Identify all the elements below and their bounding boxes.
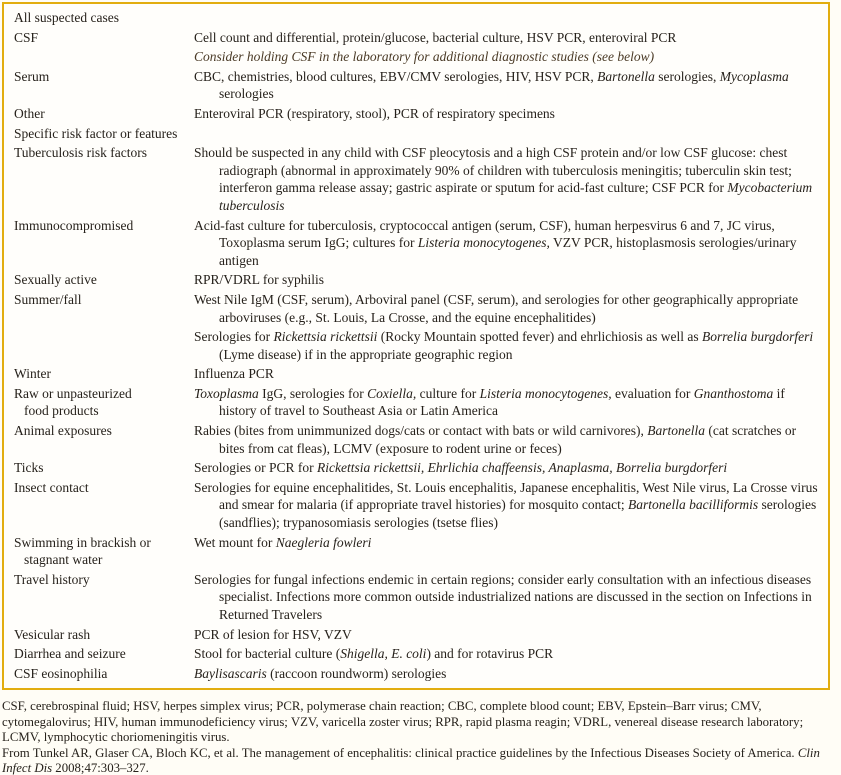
row-label-line: Other — [14, 105, 45, 121]
row-label-line: Winter — [14, 366, 51, 382]
footnote: From Tunkel AR, Glaser CA, Bloch KC, et al. The management of encephalitis: clinical practice guidelines by the Infectious Diseases Society of America. Clin Infect Dis 2008;47:303–327. — [2, 745, 820, 775]
row-label — [14, 459, 194, 477]
description-paragraph: Serologies or PCR for Rickettsia rickettsii, Ehrlichia chaffeensis, Anaplasma, Borrelia burgdorferi — [194, 460, 728, 476]
italic-term: Gnanthostoma — [693, 385, 774, 401]
description-paragraph: CBC, chemistries, blood cultures, EBV/CMV serologies, HIV, HSV PCR, Bartonella serologies, Mycoplasma serologies — [194, 68, 789, 102]
description-paragraph: Stool for bacterial culture (Shigella, E. coli) and for rotavirus PCR — [194, 646, 554, 662]
row-label-line: Sexually active — [14, 272, 97, 288]
row-label-line: Vesicular rash — [14, 626, 91, 642]
italic-term: Rickettsia rickettsii — [273, 329, 378, 345]
description-paragraph: Serologies for fungal infections endemic in certain regions; consider early consultation with an infectious diseases specialist. Infections more common outside industrialized nations are discussed in the section on Infections in Returned Travelers — [194, 571, 812, 622]
italic-term: Bartonella — [647, 423, 706, 439]
table-row — [14, 665, 818, 683]
italic-term: Baylisascaris — [194, 665, 267, 681]
row-description — [194, 645, 818, 663]
italic-term: Borrelia burgdorferi — [702, 329, 814, 345]
italic-term: Rickettsia rickettsii, Ehrlichia chaffeensis, Anaplasma, Borrelia burgdorferi — [317, 460, 728, 476]
row-label-line: Animal exposures — [14, 423, 112, 439]
table-row — [14, 422, 818, 457]
table-row — [14, 291, 818, 363]
table-row — [14, 217, 818, 270]
description-paragraph: Rabies (bites from unimmunized dogs/cats or contact with bats or wild carnivores), Bartonella (cat scratches or bites from cat fleas), LCMV (exposure to rodent urine or feces) — [194, 423, 797, 456]
table-row — [14, 571, 818, 624]
table-row — [14, 385, 818, 420]
italic-term: Toxoplasma — [194, 385, 259, 401]
section-header: Specific risk factor or features — [14, 125, 178, 141]
row-label — [14, 29, 194, 66]
italic-term: Listeria monocytogenes, — [479, 385, 612, 401]
row-label-line: Immunocompromised — [14, 217, 134, 233]
description-paragraph: Should be suspected in any child with CSF pleocytosis and a high CSF protein and/or low CSF glucose: chest radiograph (abnormal in approximately 90% of children with tuberculosis meningitis; tuberculin skin test; interferon gamma release assay; gastric aspirate or sputum for acid-fast culture; CSF PCR for Mycobacterium tuberculosis — [194, 145, 813, 213]
row-label-line: Ticks — [14, 460, 44, 476]
table-row — [14, 365, 818, 383]
row-description — [194, 571, 818, 624]
description-paragraph: Serologies for equine encephalitides, St. Louis encephalitis, Japanese encephalitis, West Nile virus, La Crosse virus and smear for malaria (if appropriate travel histories) for mosquito contact; Bartonella bacilliformis serologies (sandflies); trypanosomiasis serologies (tsetse flies) — [194, 479, 818, 531]
row-description — [194, 479, 818, 532]
row-label — [14, 645, 194, 663]
row-description — [194, 105, 818, 123]
row-description — [194, 665, 818, 683]
table-row — [14, 271, 818, 289]
row-label — [14, 68, 194, 103]
italic-term: Bartonella — [597, 68, 655, 84]
italic-term: Consider holding CSF in the laboratory for additional diagnostic studies (see below) — [194, 49, 655, 65]
row-label — [14, 422, 194, 457]
row-label — [14, 479, 194, 532]
row-description — [194, 291, 818, 363]
row-label-line: stagnant water — [24, 552, 103, 568]
table-row — [14, 626, 818, 644]
footnote: CSF, cerebrospinal fluid; HSV, herpes simplex virus; PCR, polymerase chain reaction; CBC, complete blood count; EBV, Epstein–Barr virus; CMV, cytomegalovirus; HIV, human immunodeficiency virus; VZV, varicella zoster virus; RPR, rapid plasma reagin; VDRL, venereal disease research laboratory; LCMV, lymphocytic choriomeningitis virus. — [2, 699, 804, 745]
table-row — [14, 479, 818, 532]
table-row — [14, 459, 818, 477]
row-label — [14, 217, 194, 270]
diagnostic-table — [2, 2, 830, 690]
row-label-line: CSF eosinophilia — [14, 665, 108, 681]
table-row — [14, 68, 818, 103]
italic-term: Clin Infect Dis — [2, 745, 820, 775]
row-description — [194, 422, 818, 457]
row-description — [194, 385, 818, 420]
section-header: All suspected cases — [14, 10, 119, 25]
row-label-line: Insect contact — [14, 479, 89, 495]
row-label — [14, 665, 194, 683]
row-label — [14, 271, 194, 289]
row-label-line: Travel history — [14, 571, 90, 587]
description-paragraph: Toxoplasma IgG, serologies for Coxiella, culture for Listeria monocytogenes, evaluation for Gnanthostoma if history of travel to Southeast Asia or Latin America — [194, 385, 785, 419]
row-description — [194, 534, 818, 569]
italic-term: Mycobacterium tuberculosis — [219, 180, 813, 213]
row-label-line: Summer/fall — [14, 291, 82, 307]
description-paragraph: Cell count and differential, protein/glucose, bacterial culture, HSV PCR, enteroviral PCR — [194, 29, 677, 45]
italic-term: Bartonella bacilliformis — [627, 497, 759, 513]
table-row — [14, 29, 818, 66]
table-row — [14, 105, 818, 123]
italic-term: Coxiella, — [367, 385, 417, 401]
description-paragraph: Serologies for Rickettsia rickettsii (Rocky Mountain spotted fever) and ehrlichiosis as well as Borrelia burgdorferi (Lyme disease) if in the appropriate geographic region — [194, 329, 814, 362]
row-label-line: Raw or unpasteurized — [14, 385, 132, 401]
italic-term: Shigella, E. coli — [340, 646, 427, 662]
row-label-line: CSF — [14, 29, 39, 45]
row-label-line: Swimming in brackish or — [14, 534, 151, 550]
description-paragraph: West Nile IgM (CSF, serum), Arboviral panel (CSF, serum), and serologies for other geographically appropriate arboviruses (e.g., St. Louis, La Crosse, and the equine encephalitides) — [194, 291, 799, 325]
row-description — [194, 68, 818, 103]
description-paragraph: Acid-fast culture for tuberculosis, cryptococcal antigen (serum, CSF), human herpesvirus 6 and 7, JC virus, Toxoplasma serum IgG; cultures for Listeria monocytogenes, VZV PCR, histoplasmosis serologies/urinary antigen — [194, 217, 797, 268]
row-label — [14, 385, 194, 420]
italic-term: Naegleria fowleri — [275, 534, 372, 550]
row-label — [14, 626, 194, 644]
italic-term: Listeria monocytogenes, — [417, 235, 550, 251]
row-label-line: Tuberculosis risk factors — [14, 145, 147, 161]
description-paragraph: PCR of lesion for HSV, VZV — [194, 626, 352, 642]
row-description — [194, 29, 818, 66]
description-note — [194, 48, 818, 66]
row-description — [194, 271, 818, 289]
row-label — [14, 365, 194, 383]
row-description — [194, 459, 818, 477]
description-paragraph: Baylisascaris (raccoon roundworm) serologies — [194, 665, 447, 681]
description-paragraph: Wet mount for Naegleria fowleri — [194, 534, 372, 550]
row-label-line: Diarrhea and seizure — [14, 646, 126, 662]
row-description — [194, 626, 818, 644]
table-row — [14, 144, 818, 214]
footnotes — [2, 699, 838, 775]
row-description — [194, 217, 818, 270]
row-label-line: food products — [24, 403, 99, 419]
description-paragraph: RPR/VDRL for syphilis — [194, 272, 325, 288]
italic-term: Mycoplasma — [719, 68, 789, 84]
description-paragraph: Enteroviral PCR (respiratory, stool), PCR of respiratory specimens — [194, 105, 555, 121]
row-label — [14, 105, 194, 123]
row-label-line: Serum — [14, 68, 50, 84]
row-label — [14, 291, 194, 363]
row-label — [14, 571, 194, 624]
table-row — [14, 645, 818, 663]
description-paragraph: Influenza PCR — [194, 366, 274, 382]
row-description — [194, 365, 818, 383]
row-description — [194, 144, 818, 214]
row-label — [14, 534, 194, 569]
row-label — [14, 144, 194, 214]
table-row — [14, 534, 818, 569]
